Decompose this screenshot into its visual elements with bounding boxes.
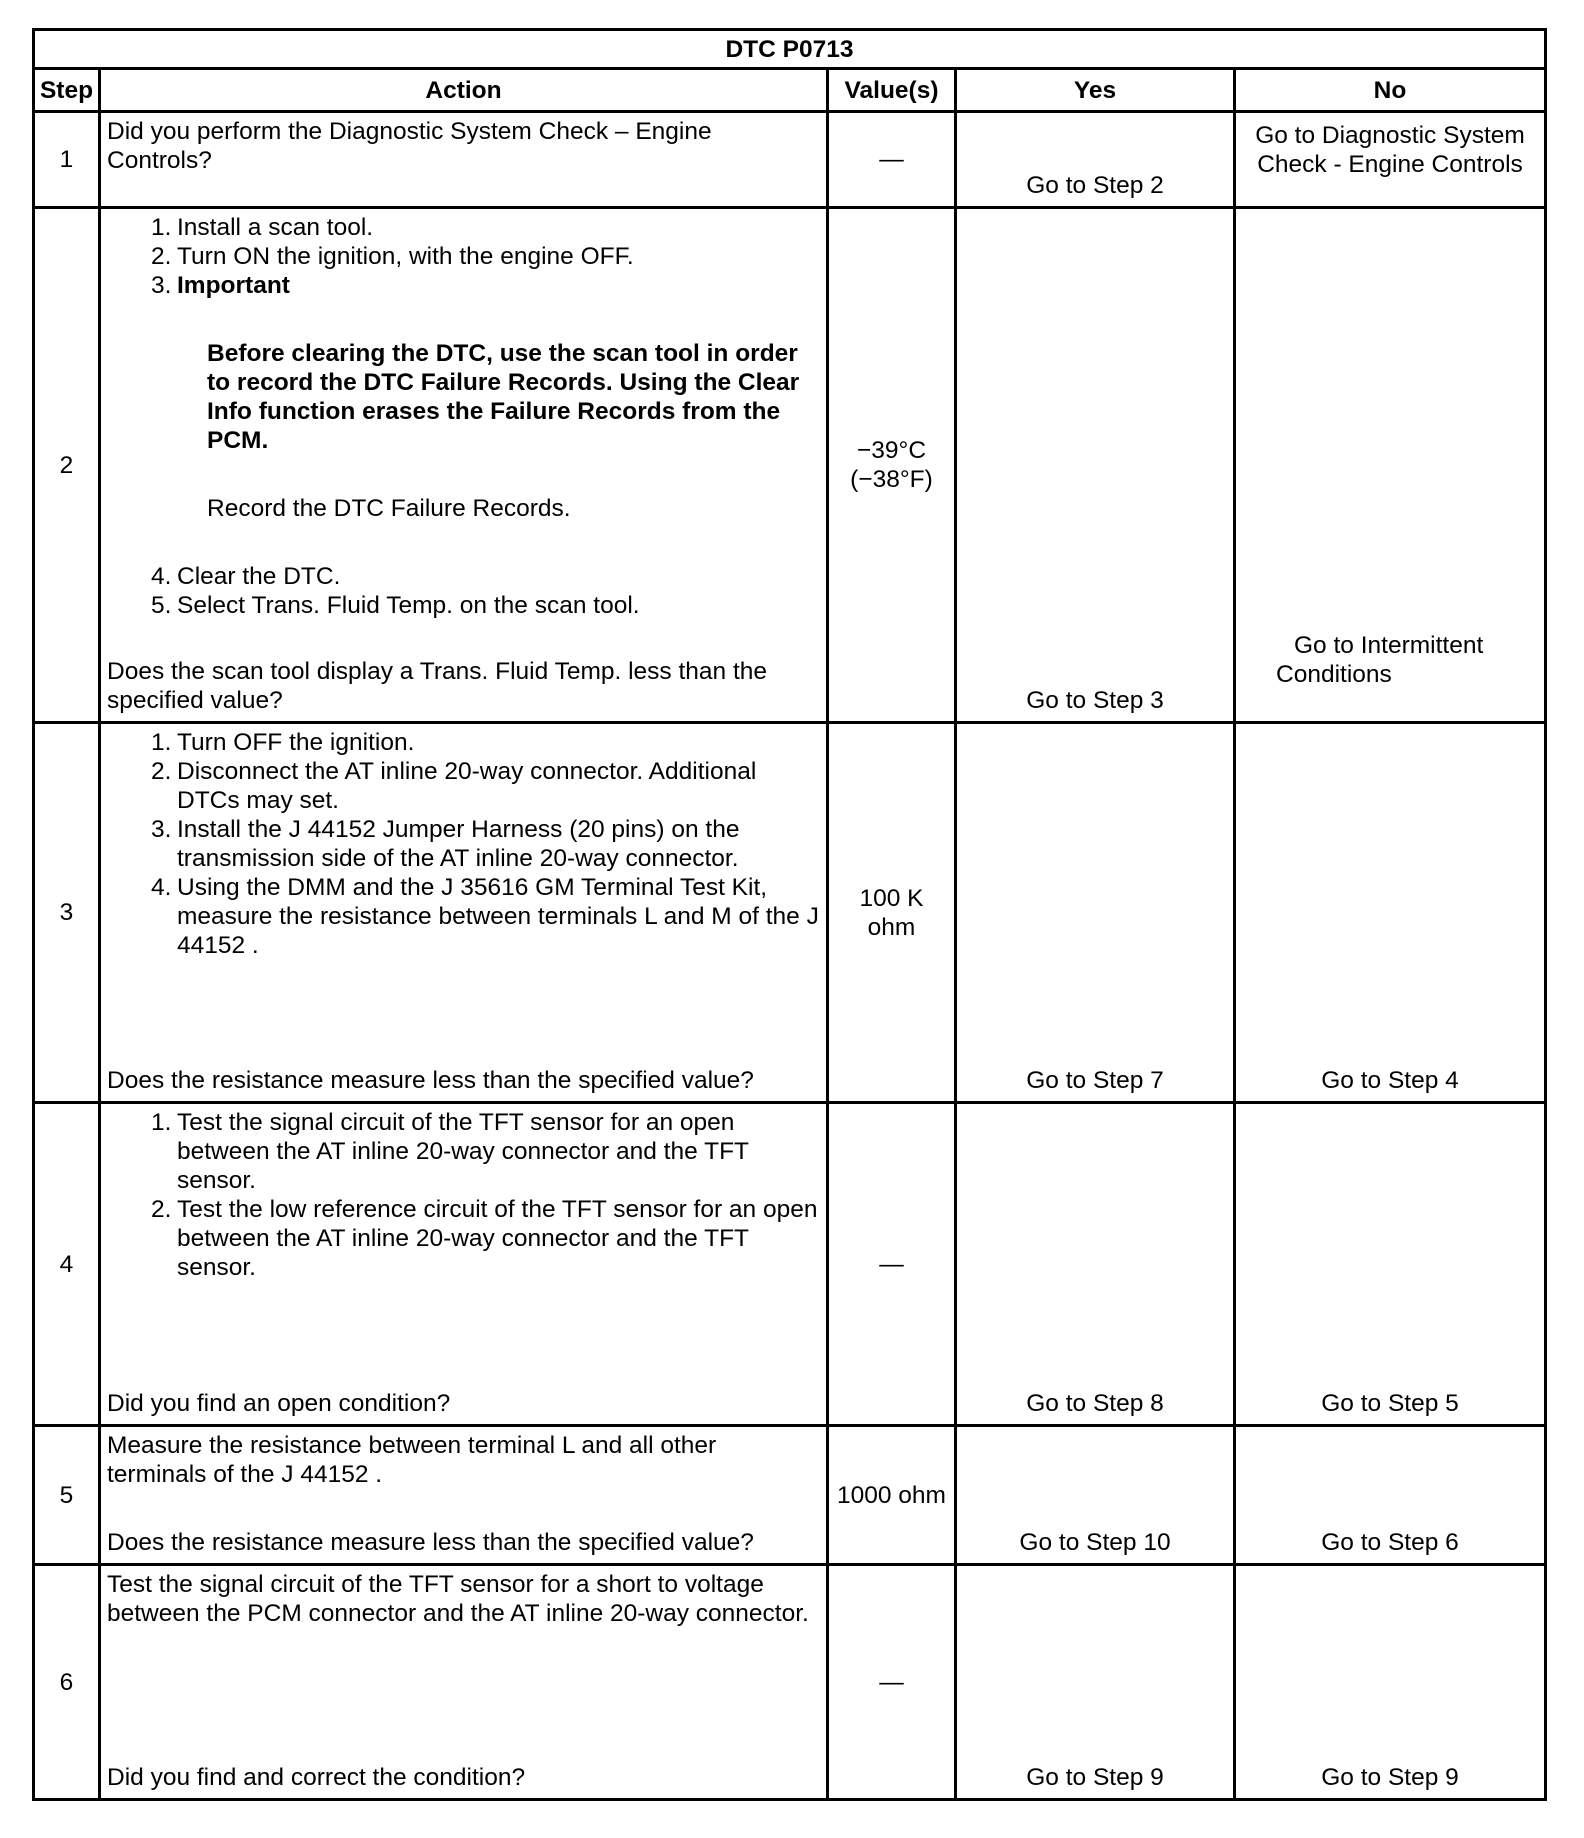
instruction-list xyxy=(107,562,820,620)
table-title: DTC P0713 xyxy=(34,30,1546,69)
value-cell: — xyxy=(828,1103,956,1426)
action-question: Did you find an open condition? xyxy=(107,1390,451,1417)
action-text: Did you perform the Diagnostic System Check – Engine Controls? xyxy=(107,118,712,174)
instruction-list xyxy=(107,728,820,960)
no-cell: Go to Step 6 xyxy=(1235,1426,1546,1565)
action-cell xyxy=(100,1103,828,1426)
list-item: 1. Test the signal circuit of the TFT sensor for an open between the AT inline 20-way connector and the TFT sensor. xyxy=(151,1109,749,1194)
table-row xyxy=(34,1426,1546,1565)
value-cell: 1000 ohm xyxy=(828,1426,956,1565)
list-item: 4. Clear the DTC. xyxy=(151,563,341,590)
instruction-list xyxy=(107,1108,820,1282)
header-no: No xyxy=(1235,69,1546,112)
step-number: 1 xyxy=(34,112,100,208)
value-cell: — xyxy=(828,112,956,208)
action-question: Does the scan tool display a Trans. Fluid Temp. less than the specified value? xyxy=(107,658,768,714)
action-text: Measure the resistance between terminal L and all other terminals of the J 44152 . xyxy=(107,1432,717,1488)
step-number: 5 xyxy=(34,1426,100,1565)
action-cell xyxy=(100,208,828,723)
header-yes: Yes xyxy=(956,69,1235,112)
value-line: (−38°F) xyxy=(850,466,933,493)
action-cell xyxy=(100,723,828,1103)
value-line: 100 K xyxy=(859,884,924,912)
action-question: Does the resistance measure less than the specified value? xyxy=(107,1529,754,1556)
header-step: Step xyxy=(34,69,100,112)
list-item: 2. Test the low reference circuit of the TFT sensor for an open between the AT inline 20-way connector and the TFT sensor. xyxy=(151,1196,818,1281)
no-cell xyxy=(1235,208,1546,723)
list-item: 2. Turn ON the ignition, with the engine OFF. xyxy=(151,243,634,270)
dtc-table xyxy=(32,28,1547,1801)
table-row xyxy=(34,208,1546,723)
yes-cell: Go to Step 7 xyxy=(956,723,1235,1103)
list-item: 3. Important xyxy=(107,271,820,300)
list-item: 5. Select Trans. Fluid Temp. on the scan tool. xyxy=(151,592,640,619)
list-item: 1. Turn OFF the ignition. xyxy=(151,729,415,756)
action-question: Does the resistance measure less than the specified value? xyxy=(107,1067,754,1094)
step-number: 6 xyxy=(34,1565,100,1800)
header-action: Action xyxy=(100,69,828,112)
action-text: Test the signal circuit of the TFT sensor for a short to voltage between the PCM connector and the AT inline 20-way connector. xyxy=(107,1571,809,1627)
yes-cell: Go to Step 8 xyxy=(956,1103,1235,1426)
step-number: 2 xyxy=(34,208,100,723)
action-cell xyxy=(100,1426,828,1565)
yes-cell: Go to Step 3 xyxy=(956,208,1235,723)
important-note: Before clearing the DTC, use the scan tool in order to record the DTC Failure Records. Using the Clear Info function erases the Failure Records from the PCM. xyxy=(207,340,800,454)
no-cell: Go to Step 5 xyxy=(1235,1103,1546,1426)
value-cell: — xyxy=(828,1565,956,1800)
yes-cell: Go to Step 2 xyxy=(956,112,1235,208)
table-row xyxy=(34,1103,1546,1426)
step-number: 3 xyxy=(34,723,100,1103)
no-cell: Go to Diagnostic System Check - Engine Controls xyxy=(1235,112,1546,208)
table-row xyxy=(34,112,1546,208)
important-label: Important xyxy=(177,272,290,299)
yes-cell: Go to Step 10 xyxy=(956,1426,1235,1565)
value-cell xyxy=(828,723,956,1103)
value-cell xyxy=(828,208,956,723)
record-text: Record the DTC Failure Records. xyxy=(207,495,571,522)
list-item: 2. Disconnect the AT inline 20-way connector. Additional DTCs may set. xyxy=(151,758,757,814)
header-values: Value(s) xyxy=(828,69,956,112)
no-cell: Go to Step 9 xyxy=(1235,1565,1546,1800)
list-item: 4. Using the DMM and the J 35616 GM Terminal Test Kit, measure the resistance between terminals L and M of the J 44152 . xyxy=(151,874,819,959)
action-question: Did you find and correct the condition? xyxy=(107,1764,526,1791)
list-item: 1. Install a scan tool. xyxy=(151,214,374,241)
value-line: −39°C xyxy=(856,437,927,464)
table-row xyxy=(34,1565,1546,1800)
value-line: ohm xyxy=(867,913,916,941)
step-number: 4 xyxy=(34,1103,100,1426)
no-line: Go to Intermittent xyxy=(1294,632,1484,659)
yes-cell: Go to Step 9 xyxy=(956,1565,1235,1800)
no-line: Conditions xyxy=(1276,661,1392,688)
instruction-list xyxy=(107,213,820,300)
list-item: 3. Install the J 44152 Jumper Harness (20 pins) on the transmission side of the AT inline 20-way connector. xyxy=(151,816,740,872)
table-row xyxy=(34,723,1546,1103)
no-cell: Go to Step 4 xyxy=(1235,723,1546,1103)
action-cell xyxy=(100,1565,828,1800)
action-cell xyxy=(100,112,828,208)
